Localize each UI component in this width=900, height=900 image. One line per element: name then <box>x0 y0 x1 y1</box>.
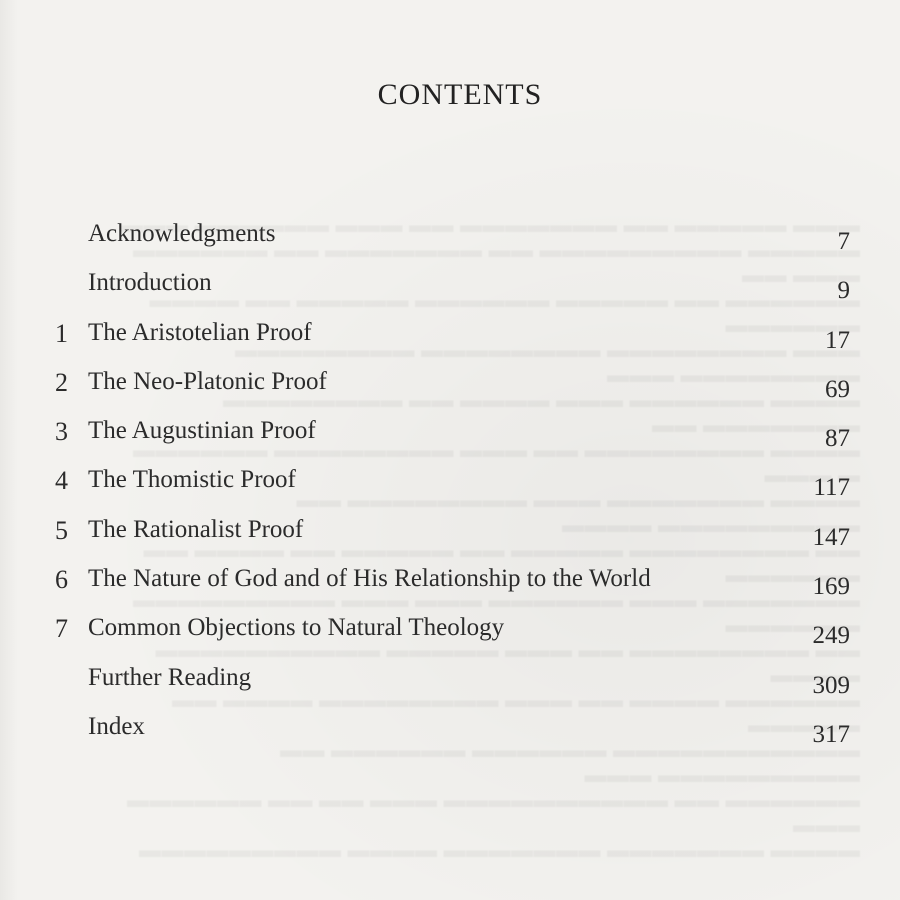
page-number: 249 <box>812 622 850 650</box>
page-number: 7 <box>837 228 850 255</box>
toc-entry <box>0 608 900 657</box>
toc-entry <box>0 658 900 707</box>
chapter-title: The Nature of God and of His Relationship to the World <box>88 565 651 593</box>
toc-entry <box>0 214 900 263</box>
toc-entry <box>0 411 900 460</box>
toc-entry <box>0 362 900 411</box>
page-number: 117 <box>813 474 850 502</box>
toc-entry <box>0 559 900 608</box>
chapter-number: 3 <box>55 417 68 447</box>
page-number: 17 <box>825 326 850 354</box>
chapter-title: The Augustinian Proof <box>88 417 316 445</box>
toc-entry <box>0 707 900 756</box>
contents-heading: CONTENTS <box>377 78 543 111</box>
toc-entry <box>0 313 900 362</box>
chapter-title: Introduction <box>88 269 212 297</box>
chapter-title: Index <box>88 712 145 740</box>
page-number: 169 <box>812 573 850 601</box>
chapter-title: Acknowledgments <box>88 220 276 247</box>
chapter-number: 1 <box>55 318 68 348</box>
page-number: 147 <box>812 523 850 551</box>
toc-entry <box>0 510 900 559</box>
table-of-contents <box>0 214 900 756</box>
chapter-title: Common Objections to Natural Theology <box>88 614 505 642</box>
page-number: 69 <box>825 375 850 403</box>
chapter-number: 4 <box>55 466 68 496</box>
toc-entry <box>0 263 900 312</box>
chapter-number: 5 <box>55 515 68 545</box>
chapter-number: 7 <box>55 614 68 644</box>
chapter-title: Further Reading <box>88 663 252 691</box>
page-number: 9 <box>837 277 850 305</box>
chapter-title: The Rationalist Proof <box>88 515 304 543</box>
page-number: 317 <box>812 720 850 748</box>
toc-entry <box>0 460 900 509</box>
chapter-title: The Thomistic Proof <box>88 466 296 494</box>
page-number: 309 <box>812 671 850 699</box>
chapter-number: 6 <box>55 565 68 595</box>
chapter-title: The Neo-Platonic Proof <box>88 367 327 395</box>
page-number: 87 <box>825 425 850 453</box>
chapter-number: 2 <box>55 367 68 397</box>
chapter-title: The Aristotelian Proof <box>88 318 312 346</box>
